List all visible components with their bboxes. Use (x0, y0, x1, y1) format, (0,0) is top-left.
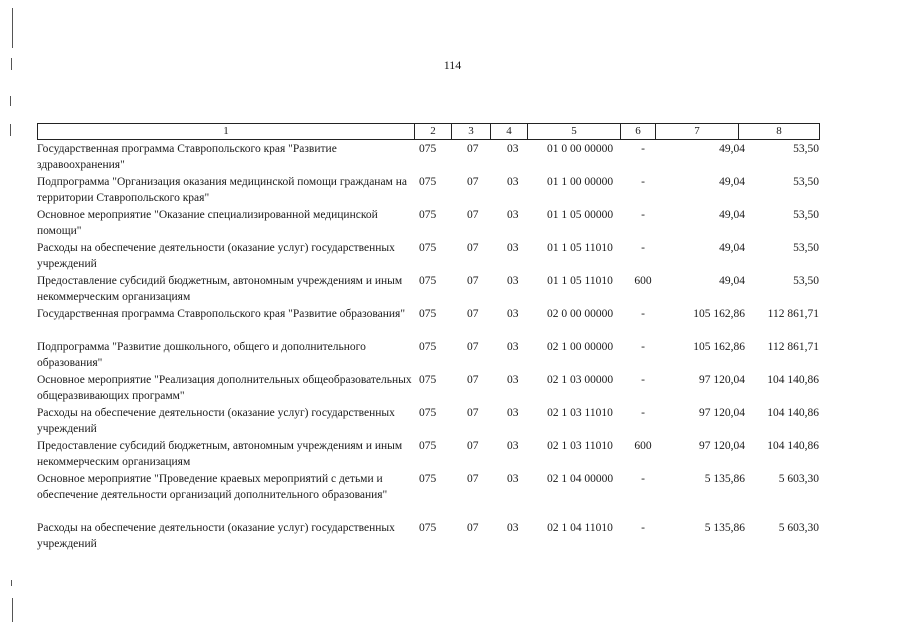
scan-edge-mark (11, 580, 12, 586)
table-row (37, 306, 819, 339)
cell-col4: 03 (507, 209, 519, 221)
cell-col4: 03 (507, 440, 519, 452)
row-name: Подпрограмма "Развитие дошкольного, общего и дополнительного образования" (37, 341, 366, 369)
cell-col4: 03 (507, 275, 519, 287)
cell-col7: 97 120,04 (699, 440, 745, 452)
cell-col5: 02 1 04 00000 (546, 473, 614, 485)
cell-col8: 53,50 (793, 143, 819, 155)
cell-col5: 01 0 00 00000 (546, 143, 614, 155)
cell-col8: 5 603,30 (778, 473, 819, 485)
cell-col7: 49,04 (719, 176, 745, 188)
cell-col8: 104 140,86 (767, 374, 819, 386)
row-name: Расходы на обеспечение деятельности (оказание услуг) государственных учреждений (37, 407, 395, 435)
row-name: Предоставление субсидий бюджетным, автономным учреждениям и иным некоммерческим организациям (37, 440, 403, 468)
scan-edge-mark (12, 8, 13, 48)
cell-col3: 07 (467, 209, 479, 221)
cell-col3: 07 (467, 407, 479, 419)
column-header-3: 3 (452, 124, 491, 140)
cell-col2: 075 (419, 473, 437, 485)
cell-col7: 49,04 (719, 143, 745, 155)
cell-col3: 07 (467, 176, 479, 188)
cell-col8: 104 140,86 (767, 440, 819, 452)
cell-col7: 97 120,04 (699, 407, 745, 419)
cell-col5: 02 1 03 00000 (546, 374, 614, 386)
table-row (37, 520, 819, 553)
cell-col6: - (641, 176, 645, 188)
cell-col4: 03 (507, 176, 519, 188)
cell-col4: 03 (507, 407, 519, 419)
cell-col3: 07 (467, 341, 479, 353)
cell-col2: 075 (419, 308, 437, 320)
table-body (37, 141, 819, 553)
scan-edge-mark (10, 124, 11, 136)
cell-col7: 49,04 (719, 209, 745, 221)
column-header-4: 4 (491, 124, 528, 140)
cell-col4: 03 (507, 308, 519, 320)
cell-col3: 07 (467, 308, 479, 320)
cell-col5: 02 1 04 11010 (547, 522, 613, 534)
column-header-7: 7 (656, 124, 739, 140)
cell-col3: 07 (467, 275, 479, 287)
cell-col8: 53,50 (793, 275, 819, 287)
cell-col5: 01 1 00 00000 (546, 176, 614, 188)
cell-col6: 600 (634, 440, 652, 452)
cell-col4: 03 (507, 374, 519, 386)
cell-col8: 5 603,30 (778, 522, 819, 534)
cell-col7: 49,04 (719, 242, 745, 254)
cell-col5: 01 1 05 00000 (546, 209, 614, 221)
table-row (37, 438, 819, 471)
scan-edge-mark (10, 96, 11, 106)
cell-col6: 600 (634, 275, 652, 287)
cell-col2: 075 (419, 341, 437, 353)
cell-col8: 104 140,86 (767, 407, 819, 419)
row-name: Основное мероприятие "Оказание специализированной медицинской помощи" (37, 209, 378, 237)
cell-col6: - (641, 143, 645, 155)
column-header-8: 8 (739, 124, 820, 140)
cell-col2: 075 (419, 275, 437, 287)
cell-col6: - (641, 407, 645, 419)
column-header-5: 5 (528, 124, 621, 140)
cell-col2: 075 (419, 242, 437, 254)
cell-col7: 105 162,86 (693, 308, 745, 320)
cell-col4: 03 (507, 143, 519, 155)
cell-col6: - (641, 522, 645, 534)
table-row (37, 471, 819, 520)
cell-col7: 97 120,04 (699, 374, 745, 386)
table-row (37, 240, 819, 273)
cell-col6: - (641, 209, 645, 221)
cell-col3: 07 (467, 473, 479, 485)
row-name: Государственная программа Ставропольского края "Развитие образования" (37, 308, 406, 320)
cell-col4: 03 (507, 522, 519, 534)
column-header-table (37, 123, 820, 140)
cell-col2: 075 (419, 374, 437, 386)
row-name: Предоставление субсидий бюджетным, автономным учреждениям и иным некоммерческим организациям (37, 275, 403, 303)
row-name: Подпрограмма "Организация оказания медицинской помощи гражданам на территории Ставропольского края" (37, 176, 407, 204)
cell-col6: - (641, 374, 645, 386)
cell-col7: 5 135,86 (704, 522, 745, 534)
table-row (37, 339, 819, 372)
cell-col7: 105 162,86 (693, 341, 745, 353)
cell-col7: 5 135,86 (704, 473, 745, 485)
column-header-6: 6 (621, 124, 656, 140)
cell-col3: 07 (467, 143, 479, 155)
cell-col6: - (641, 308, 645, 320)
cell-col6: - (641, 242, 645, 254)
table-row (37, 372, 819, 405)
row-name: Расходы на обеспечение деятельности (оказание услуг) государственных учреждений (37, 522, 395, 550)
column-header-2: 2 (415, 124, 452, 140)
cell-col6: - (641, 341, 645, 353)
cell-col2: 075 (419, 176, 437, 188)
table-row (37, 207, 819, 240)
row-name: Расходы на обеспечение деятельности (оказание услуг) государственных учреждений (37, 242, 395, 270)
table-row (37, 141, 819, 174)
cell-col3: 07 (467, 242, 479, 254)
table-row (37, 405, 819, 438)
column-header-1: 1 (38, 124, 415, 140)
cell-col2: 075 (419, 440, 437, 452)
row-name: Государственная программа Ставропольского края "Развитие здравоохранения" (37, 143, 337, 171)
cell-col5: 02 1 03 11010 (547, 440, 613, 452)
cell-col8: 112 861,71 (767, 308, 819, 320)
cell-col2: 075 (419, 209, 437, 221)
cell-col5: 02 0 00 00000 (546, 308, 614, 320)
row-name: Основное мероприятие "Реализация дополнительных общеобразовательных общеразвивающих программ" (37, 374, 412, 402)
cell-col4: 03 (507, 473, 519, 485)
scan-edge-mark (12, 598, 13, 622)
cell-col2: 075 (419, 522, 437, 534)
page-number: 114 (443, 58, 462, 72)
cell-col4: 03 (507, 242, 519, 254)
cell-col8: 53,50 (793, 209, 819, 221)
cell-col8: 53,50 (793, 242, 819, 254)
cell-col8: 53,50 (793, 176, 819, 188)
table-row (37, 273, 819, 306)
cell-col3: 07 (467, 440, 479, 452)
cell-col7: 49,04 (719, 275, 745, 287)
cell-col3: 07 (467, 522, 479, 534)
cell-col5: 02 1 00 00000 (546, 341, 614, 353)
cell-col2: 075 (419, 143, 437, 155)
cell-col8: 112 861,71 (767, 341, 819, 353)
cell-col2: 075 (419, 407, 437, 419)
cell-col5: 01 1 05 11010 (547, 275, 613, 287)
cell-col5: 01 1 05 11010 (547, 242, 613, 254)
table-row (37, 174, 819, 207)
row-name: Основное мероприятие "Проведение краевых мероприятий с детьми и обеспечение деятельности организаций дополнительного образования" (37, 473, 388, 501)
cell-col5: 02 1 03 11010 (547, 407, 613, 419)
cell-col4: 03 (507, 341, 519, 353)
column-header-row (38, 124, 820, 140)
cell-col3: 07 (467, 374, 479, 386)
cell-col6: - (641, 473, 645, 485)
